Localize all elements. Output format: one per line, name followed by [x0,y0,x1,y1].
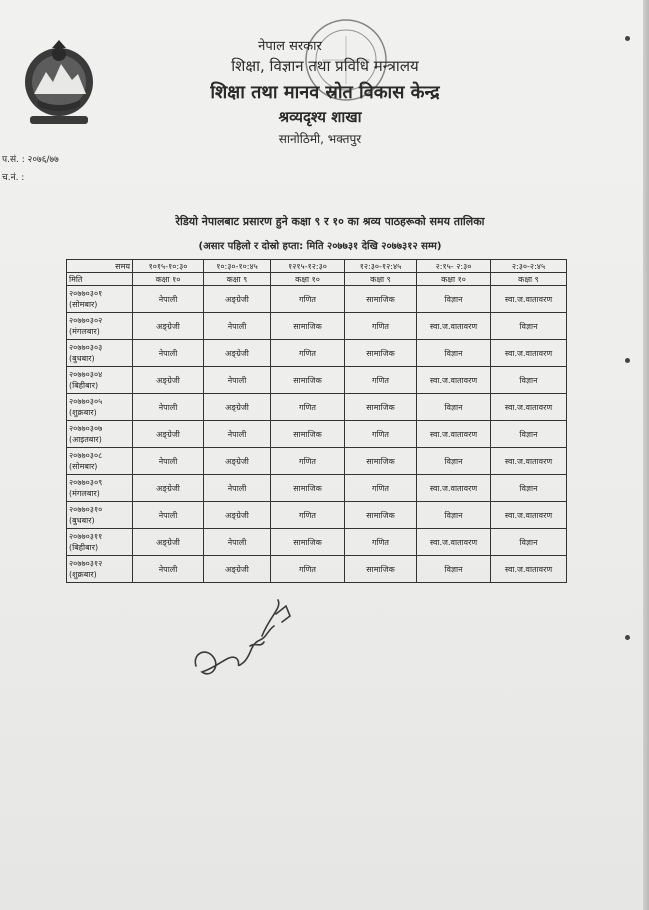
date-label: मिति [67,273,133,286]
subject-cell: अङ्ग्रेजी [133,313,204,340]
subject-cell: विज्ञान [417,448,491,475]
date-cell [67,421,133,448]
table-row [67,529,567,556]
date-value: २०७७०३०२ [69,316,103,325]
header-place: सानोठिमी, भक्तपुर [278,132,362,146]
grade-cell: कक्षा ९ [345,273,417,286]
subject-cell: नेपाली [133,286,204,313]
table-row [67,475,567,502]
paper-edge [643,0,649,910]
subject-cell: गणित [271,502,345,529]
date-value: २०७७०३१० [69,505,103,514]
date-value: २०७७०३०७ [69,424,103,433]
subject-cell: स्वा.ज.वातावरण [417,529,491,556]
subject-cell: विज्ञान [417,286,491,313]
subject-cell: विज्ञान [491,367,567,394]
subject-cell: स्वा.ज.वातावरण [491,340,567,367]
date-cell [67,475,133,502]
subject-cell: स्वा.ज.वातावरण [491,286,567,313]
subject-cell: विज्ञान [417,394,491,421]
grade-cell: कक्षा १० [133,273,204,286]
subject-cell: नेपाली [133,502,204,529]
subject-cell: नेपाली [133,340,204,367]
header-ministry: शिक्षा, विज्ञान तथा प्रविधि मन्त्रालय [231,57,419,75]
subject-cell: विज्ञान [491,421,567,448]
time-slot: १२१५-१२:३० [271,260,345,273]
subject-cell: स्वा.ज.वातावरण [491,556,567,583]
date-value: २०७७०३०५ [69,397,103,406]
grade-cell: कक्षा ९ [491,273,567,286]
schedule-title: रेडियो नेपालबाट प्रसारण हुने कक्षा ९ र १० का श्रव्य पाठहरूको समय तालिका [175,215,485,228]
subject-cell: विज्ञान [417,556,491,583]
subject-cell: अङ्ग्रेजी [204,502,271,529]
subject-cell: गणित [271,556,345,583]
punch-hole-dot [625,358,630,363]
grade-cell: कक्षा ९ [204,273,271,286]
date-value: २०७७०३११ [69,532,103,541]
subject-cell: सामाजिक [271,313,345,340]
schedule-table-body [67,260,567,583]
subject-cell: स्वा.ज.वातावरण [417,475,491,502]
schedule-table [66,259,567,583]
subject-cell: अङ्ग्रेजी [204,286,271,313]
subject-cell: गणित [345,313,417,340]
day-value: (सोमबार) [69,462,98,471]
subject-cell: सामाजिक [345,340,417,367]
subject-cell: नेपाली [204,367,271,394]
subject-cell: नेपाली [133,556,204,583]
subject-cell: सामाजिक [345,286,417,313]
table-row [67,421,567,448]
date-value: २०७७०३१२ [69,559,103,568]
reference-number: प.सं. : २०७६/७७ [2,155,59,165]
header-country: नेपाल सरकार [258,39,322,54]
subject-cell: नेपाली [133,394,204,421]
day-value: (सोमबार) [69,300,98,309]
table-row [67,502,567,529]
subject-cell: गणित [271,340,345,367]
subject-cell: विज्ञान [417,340,491,367]
punch-hole-dot [625,36,630,41]
time-label: समय [67,260,133,273]
table-row [67,313,567,340]
subject-cell: स्वा.ज.वातावरण [491,502,567,529]
time-slot: २:३०-२:४५ [491,260,567,273]
day-value: (मंगलबार) [69,327,100,336]
subject-cell: विज्ञान [491,313,567,340]
subject-cell: गणित [345,421,417,448]
subject-cell: गणित [271,286,345,313]
subject-cell: अङ्ग्रेजी [204,340,271,367]
date-cell [67,502,133,529]
day-value: (आइतबार) [69,435,102,444]
dispatch-number: च.नं. : [2,173,25,183]
date-cell [67,556,133,583]
signature-icon [190,596,300,686]
subject-cell: सामाजिक [271,475,345,502]
subject-cell: विज्ञान [417,502,491,529]
subject-cell: स्वा.ज.वातावरण [417,367,491,394]
date-cell [67,313,133,340]
date-cell [67,367,133,394]
table-row [67,286,567,313]
header-center: शिक्षा तथा मानव स्रोत विकास केन्द्र [210,82,440,103]
subject-cell: सामाजिक [345,394,417,421]
subject-cell: अङ्ग्रेजी [133,367,204,394]
date-value: २०७७०३०३ [69,343,103,352]
date-cell [67,529,133,556]
subject-cell: नेपाली [204,313,271,340]
date-cell [67,340,133,367]
subject-cell: गणित [271,394,345,421]
subject-cell: सामाजिक [271,367,345,394]
date-value: २०७७०३०४ [69,370,103,379]
subject-cell: गणित [345,367,417,394]
table-row [67,394,567,421]
day-value: (बिहीबार) [69,381,99,390]
date-cell [67,286,133,313]
day-value: (बिहीबार) [69,543,99,552]
subject-cell: नेपाली [204,529,271,556]
table-row [67,448,567,475]
time-slot: १२:३०-१२:४५ [345,260,417,273]
date-value: २०७७०३०८ [69,451,103,460]
subject-cell: नेपाली [133,448,204,475]
day-value: (बुधबार) [69,354,95,363]
subject-cell: विज्ञान [491,475,567,502]
subject-cell: गणित [271,448,345,475]
time-slot: १०१५-१०:३० [133,260,204,273]
subject-cell: स्वा.ज.वातावरण [417,313,491,340]
date-value: २०७७०३०१ [69,289,103,298]
day-value: (शुक्रबार) [69,408,97,417]
subject-cell: सामाजिक [271,421,345,448]
subject-cell: नेपाली [204,475,271,502]
date-cell [67,448,133,475]
subject-cell: सामाजिक [345,448,417,475]
subject-cell: अङ्ग्रेजी [133,529,204,556]
grade-cell: कक्षा १० [417,273,491,286]
grade-header-row [67,273,567,286]
day-value: (शुक्रबार) [69,570,97,579]
punch-hole-dot [625,635,630,640]
subject-cell: सामाजिक [271,529,345,556]
subject-cell: अङ्ग्रेजी [204,448,271,475]
time-slot: १०:३०-१०:४५ [204,260,271,273]
header-branch: श्रव्यदृश्य शाखा [278,108,362,126]
subject-cell: अङ्ग्रेजी [204,556,271,583]
subject-cell: अङ्ग्रेजी [133,421,204,448]
subject-cell: अङ्ग्रेजी [133,475,204,502]
subject-cell: स्वा.ज.वातावरण [417,421,491,448]
subject-cell: विज्ञान [491,529,567,556]
table-row [67,367,567,394]
table-row [67,556,567,583]
subject-cell: सामाजिक [345,556,417,583]
grade-cell: कक्षा १० [271,273,345,286]
subject-cell: गणित [345,529,417,556]
table-row [67,340,567,367]
subject-cell: गणित [345,475,417,502]
schedule-subtitle: (असार पहिलो र दोस्रो हप्ता: मिति २०७७३१ देखि २०७७३१२ सम्म) [198,241,442,252]
time-header-row [67,260,567,273]
subject-cell: स्वा.ज.वातावरण [491,448,567,475]
day-value: (मंगलबार) [69,489,100,498]
subject-cell: सामाजिक [345,502,417,529]
subject-cell: अङ्ग्रेजी [204,394,271,421]
date-value: २०७७०३०९ [69,478,103,487]
nepal-government-emblem-icon [20,36,98,128]
time-slot: २:१५- २:३० [417,260,491,273]
day-value: (बुधबार) [69,516,95,525]
subject-cell: स्वा.ज.वातावरण [491,394,567,421]
subject-cell: नेपाली [204,421,271,448]
date-cell [67,394,133,421]
